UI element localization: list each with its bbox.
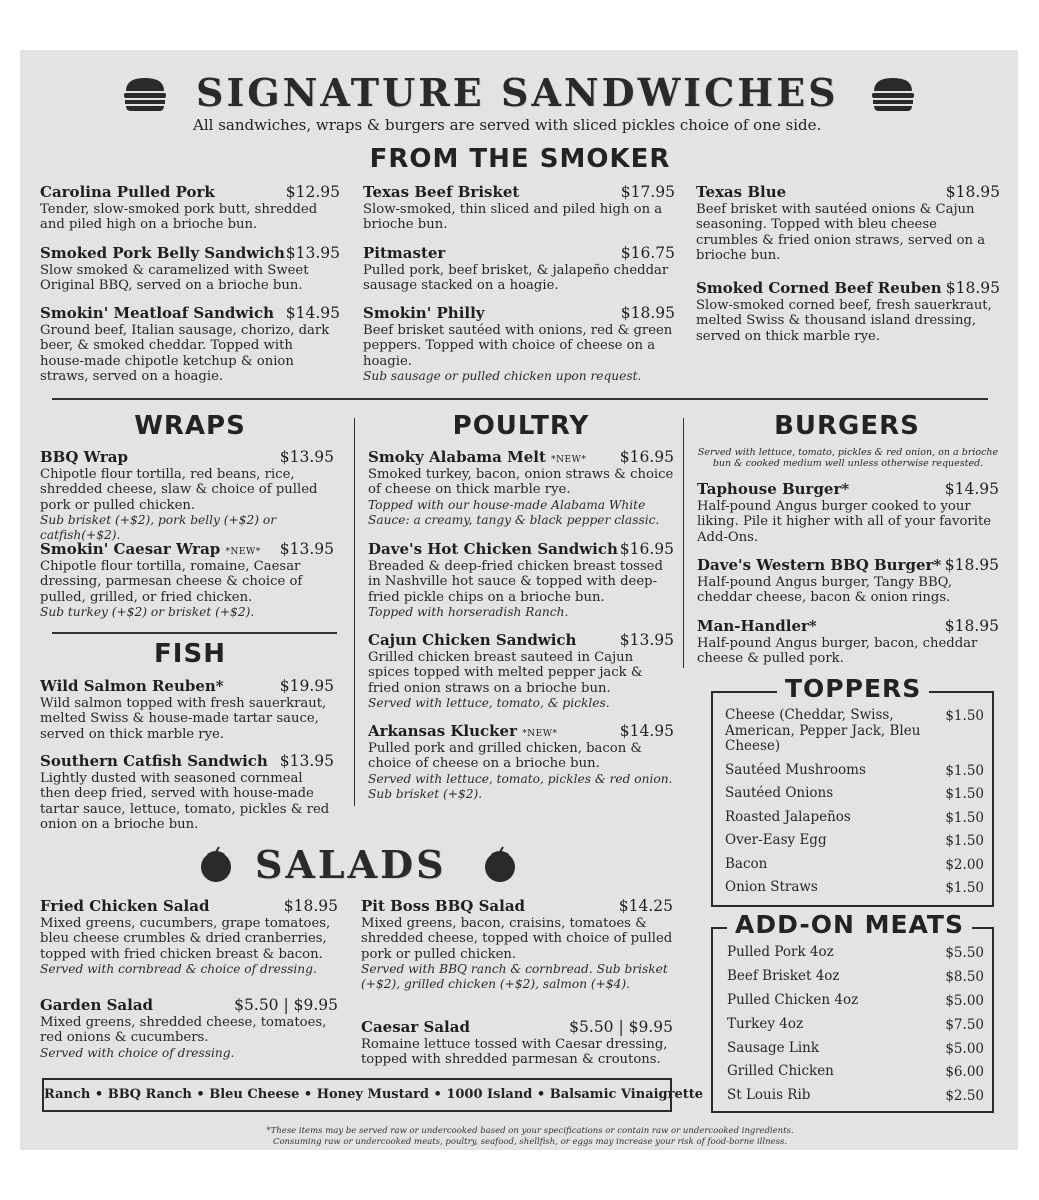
item-name: Southern Catfish Sandwich xyxy=(40,752,268,770)
menu-item xyxy=(40,304,340,384)
item-name: Fried Chicken Salad xyxy=(40,897,210,915)
menu-item xyxy=(361,1018,673,1068)
topper-row xyxy=(725,708,984,755)
addon-row xyxy=(727,993,984,1009)
item-name: Smoked Corned Beef Reuben xyxy=(696,279,942,297)
item-name: Carolina Pulled Pork xyxy=(40,183,215,201)
menu-item xyxy=(368,722,674,802)
item-price: $18.95 xyxy=(944,617,999,635)
item-desc: Chipotle flour tortilla, romaine, Caesar dressing, parmesan cheese & choice of pulled, grilled, or fried chicken. xyxy=(40,559,303,605)
item-desc: Ground beef, Italian sausage, chorizo, dark beer, & smoked cheddar. Topped with house-made chipotle ketchup & onion straws, served on a hoagie. xyxy=(40,323,330,384)
menu-item xyxy=(40,244,340,294)
tomato-icon xyxy=(197,846,235,884)
divider xyxy=(683,418,684,668)
item-desc: Beef brisket with sautéed onions & Cajun seasoning. Topped with bleu cheese crumbles & fried onion straws, served on a brioche bun. xyxy=(696,202,986,263)
item-desc: Wild salmon topped with fresh sauerkraut, melted Swiss & house-made tartar sauce, served on thick marble rye. xyxy=(40,696,327,742)
menu-item xyxy=(697,480,999,545)
addon-row xyxy=(727,945,984,961)
topper-price: $1.50 xyxy=(945,708,984,724)
toppers-box xyxy=(711,674,994,907)
item-name: Smoked Pork Belly Sandwich xyxy=(40,244,285,262)
addons-box xyxy=(711,910,994,1113)
burger-icon xyxy=(122,76,168,112)
menu-item xyxy=(696,183,1000,263)
item-name: Pitmaster xyxy=(363,244,446,262)
item-desc: Smoked turkey, bacon, onion straws & choice of cheese on thick marble rye. xyxy=(368,467,674,498)
addon-row xyxy=(727,1041,984,1057)
topper-name: Sautéed Mushrooms xyxy=(725,762,866,778)
topper-name: Onion Straws xyxy=(725,879,818,895)
item-price: $14.95 xyxy=(285,304,340,322)
menu-item xyxy=(697,556,999,606)
item-price: $16.95 xyxy=(619,540,674,558)
menu-item xyxy=(696,279,1000,344)
item-name: Smokin' Caesar Wrap xyxy=(40,540,221,558)
menu-item xyxy=(361,897,673,992)
item-name: Texas Beef Brisket xyxy=(363,183,520,201)
addon-row xyxy=(727,1088,984,1104)
item-price: $18.95 xyxy=(945,279,1000,297)
addon-price: $5.00 xyxy=(945,1041,984,1057)
item-price: $14.95 xyxy=(619,722,674,740)
addon-price: $5.00 xyxy=(945,993,984,1009)
item-price: $18.95 xyxy=(620,304,675,322)
item-desc: Half-pound Angus burger cooked to your liking. Pile it higher with all of your favorite Add-Ons. xyxy=(697,499,992,545)
item-price: $13.95 xyxy=(285,244,340,262)
menu-item xyxy=(368,448,674,528)
item-note: Sub turkey (+$2) or brisket (+$2). xyxy=(40,604,255,619)
addon-name: Turkey 4oz xyxy=(727,1016,804,1032)
item-name: BBQ Wrap xyxy=(40,448,128,466)
menu-item xyxy=(40,677,334,742)
item-name: Cajun Chicken Sandwich xyxy=(368,631,577,649)
addon-price: $7.50 xyxy=(945,1017,984,1033)
divider xyxy=(52,632,337,634)
item-desc: Slow smoked & caramelized with Sweet Original BBQ, served on a brioche bun. xyxy=(40,263,309,294)
item-name: Caesar Salad xyxy=(361,1018,470,1036)
menu-item xyxy=(40,897,338,977)
topper-name: Roasted Jalapeños xyxy=(725,809,851,825)
item-name: Man-Handler* xyxy=(697,617,817,635)
addons-title: ADD-ON MEATS xyxy=(727,910,972,939)
item-note: Served with choice of dressing. xyxy=(40,1045,235,1060)
item-desc: Beef brisket sautéed with onions, red & green peppers. Topped with choice of cheese on a hoagie. xyxy=(363,323,673,369)
addon-price: $2.50 xyxy=(945,1088,984,1104)
item-desc: Breaded & deep-fried chicken breast tossed in Nashville hot sauce & topped with deep-fried pickle chips on a brioche bun. xyxy=(368,559,663,605)
item-desc: Half-pound Angus burger, Tangy BBQ, cheddar cheese, bacon & onion rings. xyxy=(697,575,953,606)
item-price: $18.95 xyxy=(283,897,338,915)
item-note: Topped with horseradish Ranch. xyxy=(368,604,569,619)
page-subtitle: All sandwiches, wraps & burgers are served with sliced pickles choice of one side. xyxy=(193,116,822,134)
addon-row xyxy=(727,969,984,985)
section-title-salads: SALADS xyxy=(255,842,447,887)
burger-icon xyxy=(870,76,916,112)
new-badge: *NEW* xyxy=(522,729,558,739)
item-desc: Pulled pork and grilled chicken, bacon & choice of cheese on a brioche bun. xyxy=(368,741,643,772)
topper-price: $1.50 xyxy=(945,833,984,849)
menu-item xyxy=(40,183,340,233)
item-name: Dave's Western BBQ Burger* xyxy=(697,556,942,574)
item-note: Sub brisket (+$2), pork belly (+$2) or catfish(+$2). xyxy=(40,512,277,542)
item-name: Taphouse Burger* xyxy=(697,480,850,498)
topper-price: $2.00 xyxy=(945,857,984,873)
dressings-list: Ranch • BBQ Ranch • Bleu Cheese • Honey Mustard • 1000 Island • Balsamic Vinaigrette xyxy=(44,1087,704,1102)
item-note: Served with lettuce, tomato, & pickles. xyxy=(368,695,610,710)
item-price: $17.95 xyxy=(620,183,675,201)
item-desc: Slow-smoked, thin sliced and piled high on a brioche bun. xyxy=(363,202,663,233)
topper-row xyxy=(725,763,984,779)
item-desc: Pulled pork, beef brisket, & jalapeño cheddar sausage stacked on a hoagie. xyxy=(363,263,669,294)
item-price: $5.50 | $9.95 xyxy=(569,1018,673,1036)
divider xyxy=(354,418,355,806)
item-note: Served with lettuce, tomato, pickles & red onion. Sub brisket (+$2). xyxy=(368,771,673,801)
section-title-poultry: POULTRY xyxy=(452,411,590,441)
topper-row xyxy=(725,880,984,896)
menu-item xyxy=(40,752,334,832)
item-desc: Mixed greens, shredded cheese, tomatoes, red onions & cucumbers. xyxy=(40,1015,327,1046)
item-price: $16.95 xyxy=(619,448,674,466)
new-badge: *NEW* xyxy=(225,547,261,557)
item-desc: Mixed greens, cucumbers, grape tomatoes, bleu cheese crumbles & dried cranberries, topped with fried chicken breast & bacon. xyxy=(40,916,331,962)
new-badge: *NEW* xyxy=(551,455,587,465)
addon-row xyxy=(727,1064,984,1080)
item-note: Topped with our house-made Alabama White Sauce: a creamy, tangy & black pepper classic. xyxy=(368,497,660,527)
topper-row xyxy=(725,810,984,826)
item-desc: Half-pound Angus burger, bacon, cheddar cheese & pulled pork. xyxy=(697,636,978,667)
burgers-intro: Served with lettuce, tomato, pickles & red onion, on a brioche bun & cooked medium well unless otherwise requested. xyxy=(697,447,999,469)
menu-item xyxy=(40,448,334,543)
divider xyxy=(52,398,988,400)
topper-row xyxy=(725,857,984,873)
menu-item xyxy=(40,540,334,620)
item-name: Smokin' Meatloaf Sandwich xyxy=(40,304,275,322)
item-note: Served with cornbread & choice of dressing. xyxy=(40,961,317,976)
item-price: $14.95 xyxy=(944,480,999,498)
item-price: $13.95 xyxy=(619,631,674,649)
footer-disclaimer xyxy=(160,1126,900,1148)
item-desc: Slow-smoked corned beef, fresh sauerkraut, melted Swiss & thousand island dressing, served on thick marble rye. xyxy=(696,298,992,344)
item-desc: Tender, slow-smoked pork butt, shredded and piled high on a brioche bun. xyxy=(40,202,318,233)
item-name: Wild Salmon Reuben* xyxy=(40,677,224,695)
item-name: Garden Salad xyxy=(40,996,154,1014)
item-note: Served with BBQ ranch & cornbread. Sub brisket (+$2), grilled chicken (+$2), salmon (+$4). xyxy=(361,961,668,991)
item-price: $16.75 xyxy=(620,244,675,262)
item-name: Pit Boss BBQ Salad xyxy=(361,897,526,915)
addon-name: Sausage Link xyxy=(727,1040,820,1056)
item-price: $13.95 xyxy=(279,540,334,558)
menu-item xyxy=(363,244,675,294)
topper-price: $1.50 xyxy=(945,880,984,896)
item-price: $12.95 xyxy=(285,183,340,201)
item-name: Texas Blue xyxy=(696,183,787,201)
topper-price: $1.50 xyxy=(945,786,984,802)
menu-item xyxy=(363,304,675,384)
menu-item xyxy=(40,996,338,1061)
menu-item xyxy=(363,183,675,233)
menu-item xyxy=(697,617,999,667)
addon-price: $6.00 xyxy=(945,1064,984,1080)
item-desc: Romaine lettuce tossed with Caesar dressing, topped with shredded parmesan & croutons. xyxy=(361,1037,668,1068)
section-title-burgers: BURGERS xyxy=(774,411,920,441)
item-price: $19.95 xyxy=(279,677,334,695)
topper-name: Sautéed Onions xyxy=(725,785,834,801)
item-price: $13.95 xyxy=(279,448,334,466)
addon-price: $5.50 xyxy=(945,945,984,961)
addon-row xyxy=(727,1017,984,1033)
topper-price: $1.50 xyxy=(945,763,984,779)
item-price: $18.95 xyxy=(944,556,999,574)
item-desc: Mixed greens, bacon, craisins, tomatoes & shredded cheese, topped with choice of pulled pork or pulled chicken. xyxy=(361,916,673,962)
tomato-icon xyxy=(481,846,519,884)
item-note: Sub sausage or pulled chicken upon request. xyxy=(363,368,642,383)
topper-row xyxy=(725,833,984,849)
topper-name: Bacon xyxy=(725,856,768,872)
item-name: Arkansas Klucker xyxy=(368,722,518,740)
item-name: Smokin' Philly xyxy=(363,304,485,322)
item-desc: Grilled chicken breast sauteed in Cajun spices topped with melted pepper jack & fried onion straws on a brioche bun. xyxy=(368,650,643,696)
item-price: $5.50 | $9.95 xyxy=(234,996,338,1014)
item-desc: Chipotle flour tortilla, red beans, rice, shredded cheese, slaw & choice of pulled pork or pulled chicken. xyxy=(40,467,318,513)
addon-price: $8.50 xyxy=(945,969,984,985)
topper-name: Over-Easy Egg xyxy=(725,832,827,848)
addon-name: Pulled Pork 4oz xyxy=(727,944,834,960)
menu-item xyxy=(368,540,674,620)
item-price: $13.95 xyxy=(279,752,334,770)
item-price: $14.25 xyxy=(618,897,673,915)
page-title: SIGNATURE SANDWICHES xyxy=(196,70,839,115)
topper-row xyxy=(725,786,984,802)
section-title-smoker: FROM THE SMOKER xyxy=(369,144,671,174)
item-name: Dave's Hot Chicken Sandwich xyxy=(368,540,618,558)
footer-line: *These items may be served raw or undercooked based on your specifications or contain raw or undercooked ingredients. xyxy=(266,1126,794,1136)
topper-price: $1.50 xyxy=(945,810,984,826)
section-title-wraps: WRAPS xyxy=(134,411,246,441)
toppers-title: TOPPERS xyxy=(777,674,929,703)
menu-item xyxy=(368,631,674,711)
addon-name: St Louis Rib xyxy=(727,1087,811,1103)
addon-name: Grilled Chicken xyxy=(727,1063,834,1079)
item-desc: Lightly dusted with seasoned cornmeal then deep fried, served with house-made tartar sauce, lettuce, tomato, pickles & red onion on a brioche bun. xyxy=(40,771,330,832)
topper-name: Cheese (Cheddar, Swiss, American, Pepper Jack, Bleu Cheese) xyxy=(725,707,921,754)
section-title-fish: FISH xyxy=(154,639,226,669)
addon-name: Pulled Chicken 4oz xyxy=(727,992,859,1008)
footer-line: Consuming raw or undercooked meats, poultry, seafood, shellfish, or eggs may increase your risk of food-borne illness. xyxy=(272,1137,788,1147)
dressings-box xyxy=(42,1078,704,1112)
item-name: Smoky Alabama Melt xyxy=(368,448,546,466)
item-price: $18.95 xyxy=(945,183,1000,201)
addon-name: Beef Brisket 4oz xyxy=(727,968,840,984)
